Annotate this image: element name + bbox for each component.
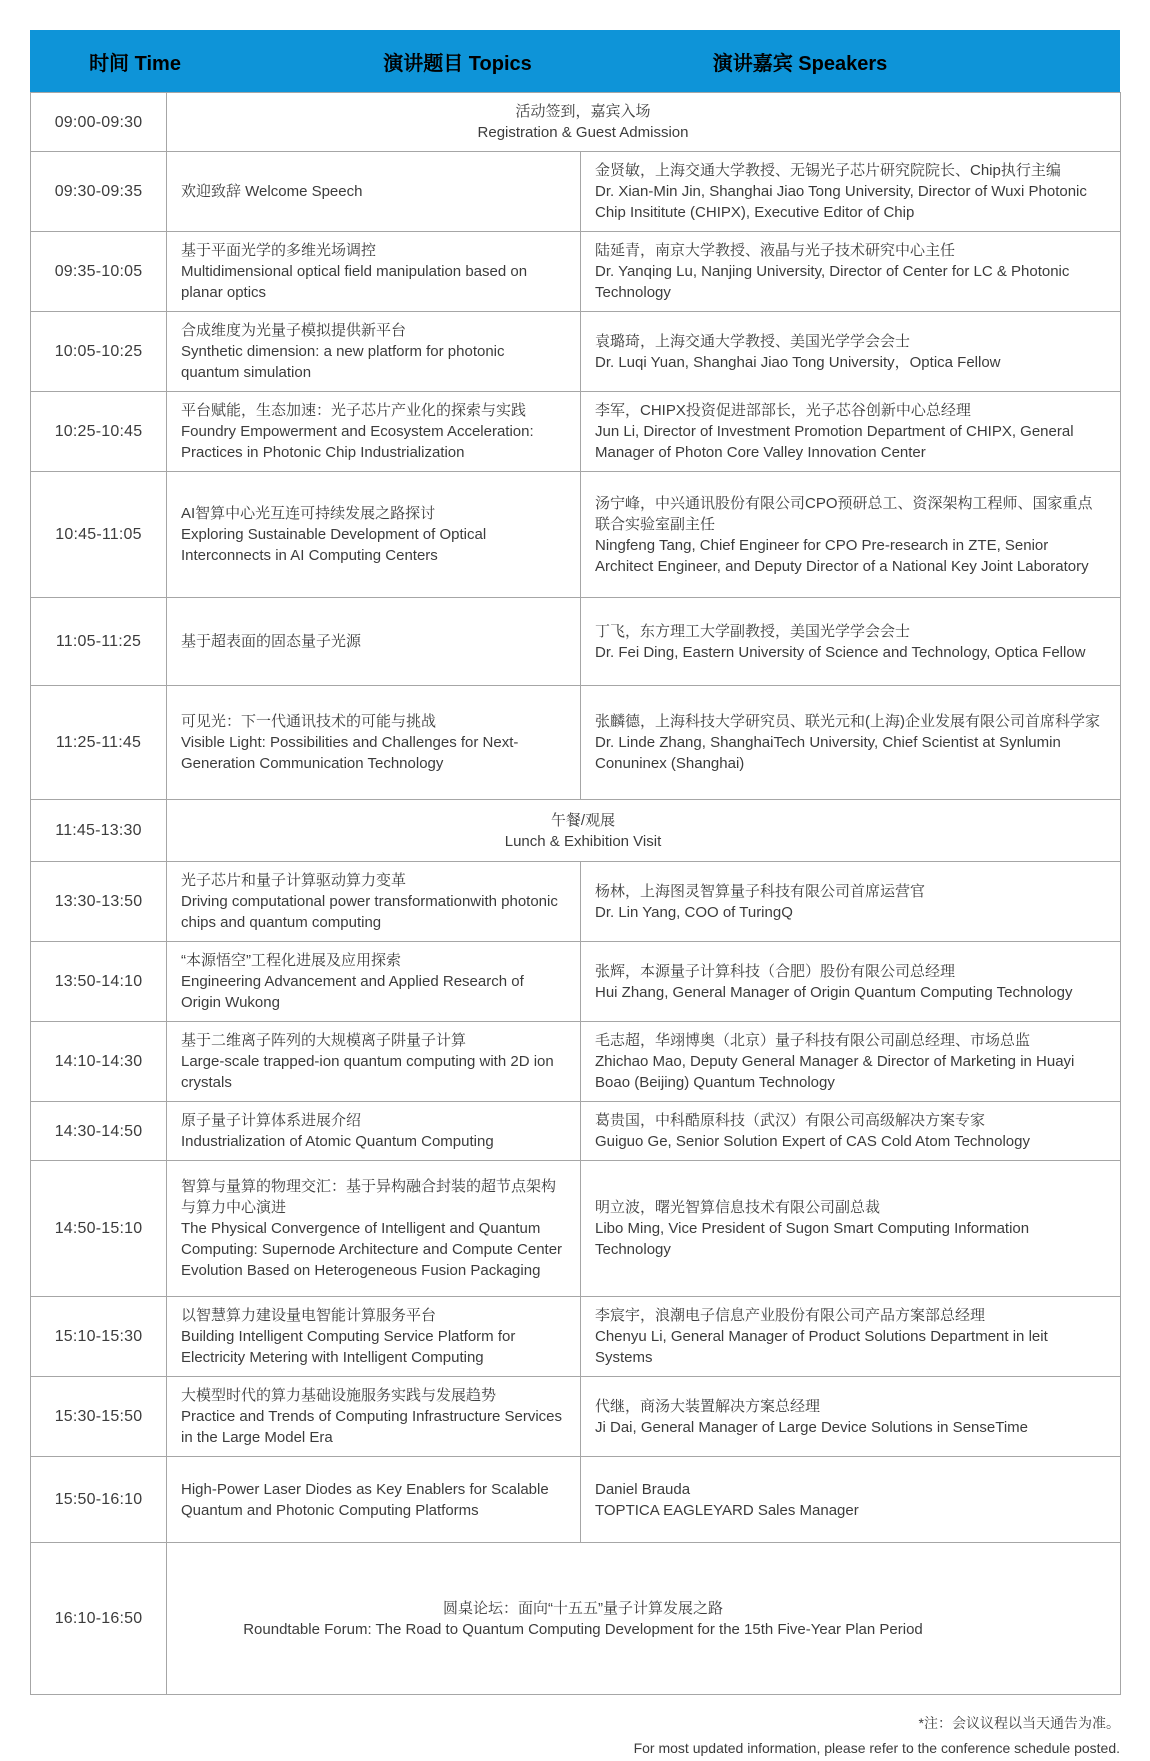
session-cell: [167, 93, 1121, 152]
topic-cell: [167, 942, 581, 1022]
speaker-line: Daniel Brauda: [595, 1480, 691, 1498]
topic-line: 基于平面光学的多维光场调控: [181, 242, 377, 259]
speaker-line: 张麟德，上海科技大学研究员、联光元和(上海)企业发展有限公司首席科学家: [595, 713, 1100, 730]
speaker-line: Dr. Lin Yang, COO of TuringQ: [595, 903, 793, 921]
speaker-cell: [581, 1022, 1121, 1102]
session-line: Lunch & Exhibition Visit: [504, 832, 662, 850]
time-cell: 09:30-09:35: [31, 152, 167, 232]
speaker-line: Libo Ming, Vice President of Sugon Smart Computing Information Technology: [595, 1220, 1030, 1258]
session-line: 活动签到，嘉宾入场: [515, 103, 651, 120]
topic-line: Exploring Sustainable Development of Optical Interconnects in AI Computing Centers: [181, 526, 487, 564]
time-cell: 09:00-09:30: [31, 93, 167, 152]
topic-line: Engineering Advancement and Applied Research of Origin Wukong: [181, 973, 524, 1011]
topic-line: Practice and Trends of Computing Infrastructure Services in the Large Model Era: [181, 1408, 563, 1446]
topic-line: 基于超表面的固态量子光源: [181, 633, 362, 650]
table-row: [31, 152, 1121, 232]
speaker-line: 丁飞，东方理工大学副教授，美国光学学会会士: [595, 622, 911, 640]
speaker-line: Ji Dai, General Manager of Large Device Solutions in SenseTime: [595, 1418, 1028, 1436]
table-row: [31, 800, 1121, 862]
table-row: [31, 392, 1121, 472]
topic-line: 欢迎致辞 Welcome Speech: [181, 183, 363, 200]
time-cell: 15:10-15:30: [31, 1297, 167, 1377]
table-row: [31, 312, 1121, 392]
header-speakers: 演讲嘉宾 Speakers: [712, 52, 888, 75]
time-cell: 14:30-14:50: [31, 1102, 167, 1161]
topic-line: Visible Light: Possibilities and Challenges for Next-Generation Communication Technology: [181, 734, 519, 772]
speaker-line: 明立波，曙光智算信息技术有限公司副总裁: [595, 1199, 881, 1216]
speaker-line: 汤宁峰，中兴通讯股份有限公司CPO预研总工、资深架构工程师、国家重点联合实验室副主任: [595, 494, 1093, 533]
topic-line: Foundry Empowerment and Ecosystem Acceleration: Practices in Photonic Chip Industrialization: [181, 423, 534, 461]
speaker-line: Zhichao Mao, Deputy General Manager & Director of Marketing in Huayi Boao (Beijing) Quantum Technology: [595, 1053, 1075, 1091]
table-header: [30, 30, 1120, 92]
time-cell: 15:30-15:50: [31, 1377, 167, 1457]
speaker-cell: [581, 152, 1121, 232]
topic-line: AI智算中心光互连可持续发展之路探讨: [181, 505, 436, 522]
speaker-line: 葛贵国，中科酷原科技（武汉）有限公司高级解决方案专家: [595, 1112, 986, 1129]
time-cell: 09:35-10:05: [31, 232, 167, 312]
topic-line: 大模型时代的算力基础设施服务实践与发展趋势: [181, 1387, 497, 1404]
agenda-table: [30, 92, 1121, 1695]
topic-cell: [167, 232, 581, 312]
session-line: Registration & Guest Admission: [477, 124, 689, 141]
topic-cell: [167, 472, 581, 598]
speaker-line: Ningfeng Tang, Chief Engineer for CPO Pre-research in ZTE, Senior Architect Engineer, and Deputy Director of a National Key Joint Laboratory: [595, 536, 1089, 575]
topic-line: Multidimensional optical field manipulation based on planar optics: [181, 263, 528, 301]
speaker-cell: [581, 472, 1121, 598]
speaker-cell: [581, 312, 1121, 392]
topic-line: “本源悟空”工程化进展及应用探索: [181, 952, 401, 969]
table-row: [31, 1297, 1121, 1377]
speaker-line: Dr. Xian-Min Jin, Shanghai Jiao Tong University, Director of Wuxi Photonic Chip Insititute (CHIPX), Executive Editor of Chip: [595, 183, 1087, 221]
time-cell: 11:45-13:30: [31, 800, 167, 862]
speaker-line: Dr. Linde Zhang, ShanghaiTech University, Chief Scientist at Synlumin Conuninex (Shanghai): [595, 734, 1061, 772]
topic-cell: [167, 1161, 581, 1297]
speaker-cell: [581, 1377, 1121, 1457]
speaker-cell: [581, 862, 1121, 942]
table-row: [31, 472, 1121, 598]
speaker-cell: [581, 942, 1121, 1022]
topic-line: Industrialization of Atomic Quantum Computing: [181, 1133, 494, 1150]
session-line: Roundtable Forum: The Road to Quantum Computing Development for the 15th Five-Year Plan Period: [243, 1620, 923, 1638]
topic-line: 以智慧算力建设量电智能计算服务平台: [181, 1307, 437, 1324]
speaker-line: 李军，CHIPX投资促进部部长，光子芯谷创新中心总经理: [595, 402, 971, 419]
speaker-line: 毛志超，华翊博奥（北京）量子科技有限公司副总经理、市场总监: [595, 1032, 1031, 1049]
speaker-line: Dr. Luqi Yuan, Shanghai Jiao Tong University，Optica Fellow: [595, 353, 1001, 371]
speaker-line: Jun Li, Director of Investment Promotion Department of CHIPX, General Manager of Photon Core Valley Innovation Center: [595, 423, 1074, 461]
topic-cell: [167, 686, 581, 800]
table-row: [31, 942, 1121, 1022]
table-row: [31, 1102, 1121, 1161]
time-cell: 10:05-10:25: [31, 312, 167, 392]
speaker-cell: [581, 598, 1121, 686]
table-row: [31, 1377, 1121, 1457]
time-cell: 11:25-11:45: [31, 686, 167, 800]
topic-cell: [167, 1457, 581, 1543]
topic-line: 合成维度为光量子模拟提供新平台: [181, 322, 407, 339]
topic-line: High-Power Laser Diodes as Key Enablers for Scalable Quantum and Photonic Computing Platforms: [181, 1480, 549, 1519]
topic-cell: [167, 598, 581, 686]
speaker-cell: [581, 1297, 1121, 1377]
speaker-line: TOPTICA EAGLEYARD Sales Manager: [595, 1501, 859, 1519]
topic-line: 可见光：下一代通讯技术的可能与挑战: [181, 713, 437, 730]
header-time: 时间 Time: [89, 52, 181, 75]
topic-cell: [167, 1102, 581, 1161]
table-row: [31, 1457, 1121, 1543]
speaker-cell: [581, 392, 1121, 472]
speaker-line: 张辉，本源量子计算科技（合肥）股份有限公司总经理: [595, 962, 956, 980]
speaker-cell: [581, 232, 1121, 312]
time-cell: 13:30-13:50: [31, 862, 167, 942]
footnote: [30, 1711, 1120, 1761]
time-cell: 10:45-11:05: [31, 472, 167, 598]
topic-line: Large-scale trapped-ion quantum computing with 2D ion crystals: [181, 1053, 554, 1091]
speaker-line: 代继，商汤大装置解决方案总经理: [595, 1397, 821, 1415]
topic-line: Driving computational power transformationwith photonic chips and quantum computing: [181, 893, 558, 931]
table-row: [31, 1161, 1121, 1297]
topic-cell: [167, 1377, 581, 1457]
topic-cell: [167, 1022, 581, 1102]
session-line: 午餐/观展: [550, 811, 616, 829]
speaker-line: 李宸宇，浪潮电子信息产业股份有限公司产品方案部总经理: [595, 1307, 986, 1324]
speaker-line: Chenyu Li, General Manager of Product Solutions Department in leit Systems: [595, 1328, 1048, 1366]
topic-cell: [167, 312, 581, 392]
footnote-zh: *注：会议议程以当天通告为准。: [918, 1715, 1120, 1731]
speaker-cell: [581, 1102, 1121, 1161]
speaker-line: 陆延青，南京大学教授、液晶与光子技术研究中心主任: [595, 242, 956, 259]
speaker-line: 袁璐琦，上海交通大学教授、美国光学学会会士: [595, 332, 911, 350]
table-row: [31, 93, 1121, 152]
speaker-cell: [581, 686, 1121, 800]
topic-cell: [167, 152, 581, 232]
table-row: [31, 598, 1121, 686]
topic-line: 智算与量算的物理交汇：基于异构融合封装的超节点架构与算力中心演进: [181, 1178, 557, 1216]
time-cell: 10:25-10:45: [31, 392, 167, 472]
speaker-line: Guiguo Ge, Senior Solution Expert of CAS Cold Atom Technology: [595, 1133, 1030, 1150]
topic-cell: [167, 862, 581, 942]
topic-line: 基于二维离子阵列的大规模离子阱量子计算: [181, 1032, 467, 1049]
time-cell: 13:50-14:10: [31, 942, 167, 1022]
topic-line: 原子量子计算体系进展介绍: [181, 1112, 362, 1129]
topic-line: 光子芯片和量子计算驱动算力变革: [181, 872, 407, 889]
topic-line: Synthetic dimension: a new platform for photonic quantum simulation: [181, 343, 505, 381]
session-cell: [167, 1543, 1121, 1695]
speaker-line: Hui Zhang, General Manager of Origin Quantum Computing Technology: [595, 983, 1073, 1001]
speaker-cell: [581, 1161, 1121, 1297]
topic-line: Building Intelligent Computing Service Platform for Electricity Metering with Intelligent Computing: [181, 1328, 516, 1366]
topic-cell: [167, 1297, 581, 1377]
time-cell: 14:50-15:10: [31, 1161, 167, 1297]
header-topics: 演讲题目 Topics: [383, 52, 532, 75]
table-row: [31, 232, 1121, 312]
table-row: [31, 686, 1121, 800]
speaker-line: Dr. Yanqing Lu, Nanjing University, Director of Center for LC & Photonic Technology: [595, 263, 1070, 301]
topic-line: 平台赋能，生态加速：光子芯片产业化的探索与实践: [181, 402, 527, 419]
time-cell: 15:50-16:10: [31, 1457, 167, 1543]
speaker-line: 杨林，上海图灵智算量子科技有限公司首席运营官: [595, 882, 926, 900]
time-cell: 14:10-14:30: [31, 1022, 167, 1102]
session-cell: [167, 800, 1121, 862]
session-line: 圆桌论坛：面向“十五五”量子计算发展之路: [443, 1599, 723, 1617]
schedule-body: [31, 93, 1121, 1695]
table-row: [31, 1022, 1121, 1102]
time-cell: 11:05-11:25: [31, 598, 167, 686]
speaker-line: 金贤敏，上海交通大学教授、无锡光子芯片研究院院长、Chip执行主编: [595, 162, 1061, 179]
table-row: [31, 862, 1121, 942]
time-cell: 16:10-16:50: [31, 1543, 167, 1695]
topic-cell: [167, 392, 581, 472]
speaker-cell: [581, 1457, 1121, 1543]
footnote-en: For most updated information, please refer to the conference schedule posted.: [633, 1740, 1120, 1756]
table-row: [31, 1543, 1121, 1695]
speaker-line: Dr. Fei Ding, Eastern University of Science and Technology, Optica Fellow: [595, 643, 1086, 661]
topic-line: The Physical Convergence of Intelligent and Quantum Computing: Supernode Architecture and Compute Center Evolution Based on Heterogeneous Fusion Packaging: [181, 1220, 563, 1279]
